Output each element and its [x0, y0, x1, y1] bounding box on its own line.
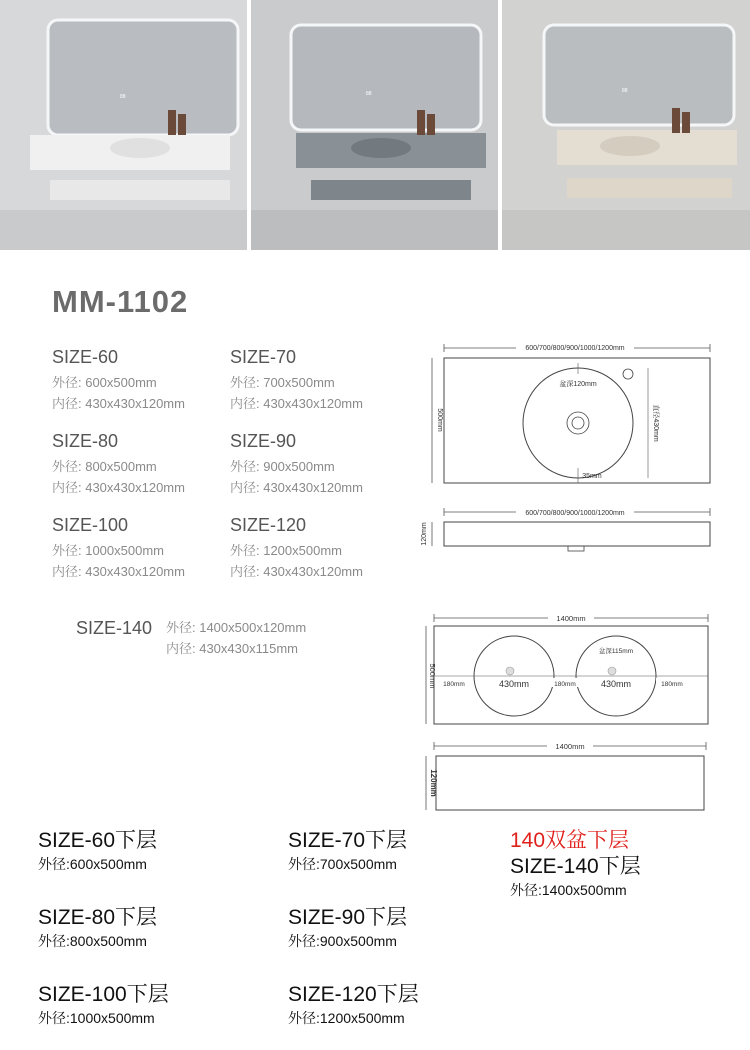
faucet-hole-icon	[623, 369, 633, 379]
size-name: SIZE-80	[52, 431, 119, 451]
double-basin-title: 140双盆下层	[510, 829, 630, 852]
lower-size-name: SIZE-140下层	[510, 855, 641, 878]
size-name: SIZE-60	[52, 347, 119, 367]
lower-dimension: 外径:600x500mm	[38, 856, 147, 872]
product-photo-white	[0, 0, 247, 250]
size-name: SIZE-120	[230, 515, 307, 535]
lower-size-name: SIZE-60下层	[38, 829, 158, 852]
lower-size-name: SIZE-120下层	[288, 983, 419, 1006]
size-name: SIZE-70	[230, 347, 297, 367]
middle-gap-label: 180mm	[554, 681, 576, 688]
model-title: MM-1102	[52, 284, 189, 319]
lower-dimension: 外径:900x500mm	[288, 933, 397, 949]
svg-text:88: 88	[622, 88, 628, 94]
size-name: SIZE-100	[52, 515, 129, 535]
lower-spec-60	[38, 828, 157, 874]
side-height-label: 120mm	[429, 769, 438, 797]
outer-dimension: 外径: 600x500mm	[52, 375, 157, 390]
lower-size-name: SIZE-70下层	[288, 829, 408, 852]
drain-icon	[506, 667, 514, 675]
lower-dimension: 外径:1400x500mm	[510, 882, 627, 898]
lower-size-name: SIZE-100下层	[38, 983, 169, 1006]
double-basin-top-view	[420, 610, 720, 728]
inner-dimension: 内径: 430x430x120mm	[230, 480, 363, 495]
width-label: 600/700/800/900/1000/1200mm	[525, 345, 625, 352]
size-spec-120	[230, 512, 363, 582]
lower-spec-100	[38, 982, 169, 1028]
lower-dimension: 外径:1000x500mm	[38, 1010, 155, 1026]
edge-gap-label: 35mm	[582, 473, 602, 480]
product-photo-grey	[251, 0, 498, 250]
inner-dimension: 内径: 430x430x120mm	[230, 396, 363, 411]
basin-depth-label: 盆深120mm	[559, 381, 597, 388]
inner-dimension: 内径: 430x430x120mm	[52, 396, 185, 411]
basin-left-label: 430mm	[498, 679, 530, 689]
side-width-label: 1400mm	[555, 742, 585, 751]
size-spec-90	[230, 428, 363, 498]
basin-diameter-label: 直径430mm	[652, 404, 659, 442]
lower-dimension: 外径:700x500mm	[288, 856, 397, 872]
lower-size-name: SIZE-80下层	[38, 906, 158, 929]
outer-dimension: 外径: 1000x500mm	[52, 543, 164, 558]
single-basin-side-view	[420, 504, 720, 556]
side-width-label: 600/700/800/900/1000/1200mm	[525, 510, 625, 517]
side-height-label: 120mm	[421, 522, 428, 546]
lower-size-name: SIZE-90下层	[288, 906, 408, 929]
double-basin-side-view	[420, 736, 720, 816]
lower-dimension: 外径:1200x500mm	[288, 1010, 405, 1026]
outer-dimension: 外径: 800x500mm	[52, 459, 157, 474]
depth-label: 500mm	[428, 663, 437, 689]
inner-dimension: 内径: 430x430x120mm	[230, 564, 363, 579]
size-spec-60	[52, 344, 185, 414]
size-name: SIZE-90	[230, 431, 297, 451]
right-gap-label: 180mm	[661, 681, 683, 688]
outer-dimension: 外径: 700x500mm	[230, 375, 335, 390]
lower-dimension: 外径:800x500mm	[38, 933, 147, 949]
svg-text:88: 88	[366, 91, 372, 97]
outer-dimension: 外径: 1400x500x120mm	[166, 620, 307, 635]
size-spec-70	[230, 344, 363, 414]
lower-spec-140	[510, 828, 641, 900]
drain-icon	[567, 412, 589, 434]
size-name: SIZE-140	[76, 618, 153, 638]
left-gap-label: 180mm	[443, 681, 465, 688]
lower-spec-80	[38, 905, 157, 951]
product-photo-beige	[502, 0, 750, 250]
lower-spec-70	[288, 828, 407, 874]
size-spec-100	[52, 512, 185, 582]
outer-dimension: 外径: 1200x500mm	[230, 543, 342, 558]
inner-dimension: 内径: 430x430x115mm	[166, 641, 298, 656]
drain-icon	[608, 667, 616, 675]
single-basin-top-view	[420, 338, 720, 488]
outer-dimension: 外径: 900x500mm	[230, 459, 335, 474]
inner-dimension: 内径: 430x430x120mm	[52, 564, 185, 579]
size-spec-80	[52, 428, 185, 498]
basin-right-label: 430mm	[600, 679, 632, 689]
basin-depth-label: 盆深115mm	[598, 648, 634, 655]
svg-text:88: 88	[120, 94, 126, 100]
inner-dimension: 内径: 430x430x120mm	[52, 480, 185, 495]
depth-label: 500mm	[436, 408, 443, 432]
lower-spec-90	[288, 905, 407, 951]
width-label: 1400mm	[556, 614, 586, 623]
lower-spec-120	[288, 982, 419, 1028]
